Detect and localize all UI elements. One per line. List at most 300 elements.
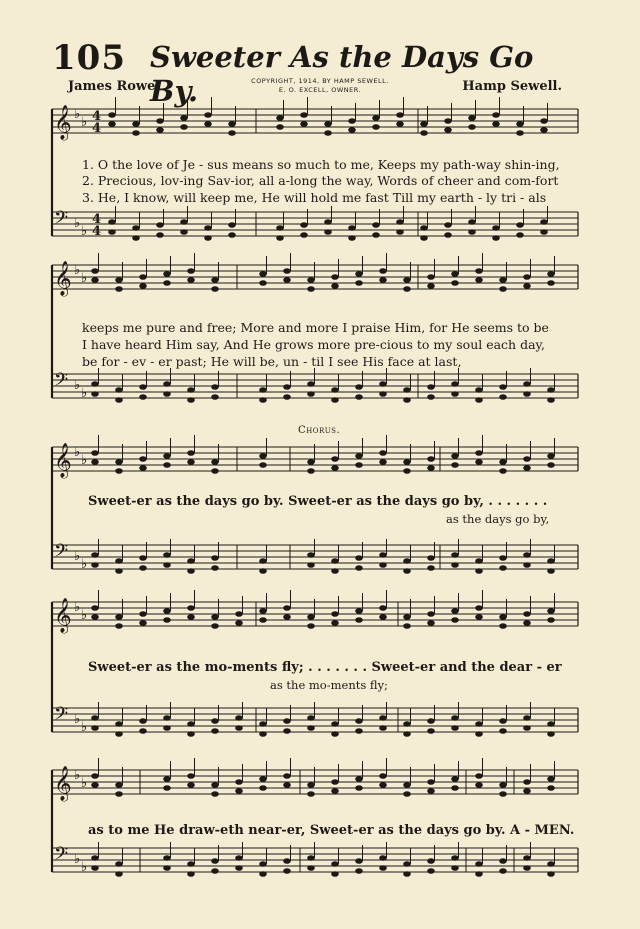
- note-head: [115, 861, 123, 867]
- note-head: [403, 558, 411, 564]
- note-head: [540, 118, 548, 124]
- note-head: [499, 384, 507, 390]
- note-head: [547, 776, 555, 782]
- note-head: [211, 555, 219, 561]
- note-head: [259, 776, 267, 782]
- note-head: [403, 721, 411, 727]
- note-head: [163, 608, 171, 614]
- note-head: [259, 785, 267, 791]
- note-head: [348, 127, 356, 133]
- time-signature: 4: [92, 212, 102, 227]
- note-head: [331, 788, 339, 794]
- note-head: [331, 721, 339, 727]
- note-head: [300, 232, 308, 238]
- note-head: [540, 219, 548, 225]
- note-head: [91, 277, 99, 283]
- note-head: [331, 871, 339, 877]
- note-head: [283, 718, 291, 724]
- note-head: [187, 721, 195, 727]
- note-head: [540, 127, 548, 133]
- note-head: [132, 225, 140, 231]
- note-head: [475, 721, 483, 727]
- note-head: [403, 614, 411, 620]
- note-head: [307, 459, 315, 465]
- note-head: [211, 277, 219, 283]
- note-head: [211, 468, 219, 474]
- note-head: [379, 277, 387, 283]
- note-head: [451, 855, 459, 861]
- note-head: [163, 785, 171, 791]
- note-head: [348, 118, 356, 124]
- note-head: [492, 235, 500, 241]
- note-head: [307, 725, 315, 731]
- note-head: [187, 782, 195, 788]
- note-head: [451, 785, 459, 791]
- note-head: [396, 219, 404, 225]
- note-head: [475, 558, 483, 564]
- note-head: [403, 782, 411, 788]
- note-head: [451, 715, 459, 721]
- note-head: [180, 229, 188, 235]
- note-head: [444, 118, 452, 124]
- note-head: [228, 232, 236, 238]
- bass-clef-icon: 𝄢: [54, 704, 69, 729]
- flat-icon: ♭: [74, 600, 81, 615]
- flat-icon: ♭: [74, 216, 81, 231]
- note-head: [211, 858, 219, 864]
- note-head: [307, 782, 315, 788]
- note-head: [396, 112, 404, 118]
- note-head: [204, 112, 212, 118]
- note-head: [427, 620, 435, 626]
- note-head: [403, 568, 411, 574]
- note-head: [307, 855, 315, 861]
- flat-icon: ♭: [74, 107, 81, 122]
- note-head: [403, 791, 411, 797]
- chorus-line-2-echo: as the mo-ments fly;: [270, 678, 388, 692]
- note-head: [324, 130, 332, 136]
- note-head: [427, 858, 435, 864]
- note-head: [475, 605, 483, 611]
- time-signature: 4: [92, 109, 102, 124]
- note-head: [379, 450, 387, 456]
- note-head: [355, 453, 363, 459]
- note-head: [523, 788, 531, 794]
- note-head: [379, 268, 387, 274]
- note-head: [163, 776, 171, 782]
- note-head: [235, 779, 243, 785]
- note-head: [307, 552, 315, 558]
- note-head: [235, 611, 243, 617]
- note-head: [475, 397, 483, 403]
- note-head: [139, 718, 147, 724]
- note-head: [132, 130, 140, 136]
- note-head: [259, 462, 267, 468]
- note-head: [91, 391, 99, 397]
- note-head: [451, 271, 459, 277]
- note-head: [259, 280, 267, 286]
- note-head: [139, 283, 147, 289]
- note-head: [444, 222, 452, 228]
- note-head: [475, 773, 483, 779]
- note-head: [427, 555, 435, 561]
- note-head: [427, 728, 435, 734]
- note-head: [444, 232, 452, 238]
- note-head: [163, 280, 171, 286]
- note-head: [283, 782, 291, 788]
- note-head: [139, 620, 147, 626]
- note-head: [379, 391, 387, 397]
- note-head: [468, 124, 476, 130]
- note-head: [516, 130, 524, 136]
- note-head: [307, 381, 315, 387]
- flat-icon: ♭: [81, 608, 88, 623]
- note-head: [307, 623, 315, 629]
- note-head: [139, 465, 147, 471]
- flat-icon: ♭: [74, 378, 81, 393]
- flat-icon: ♭: [74, 549, 81, 564]
- note-head: [372, 124, 380, 130]
- note-head: [139, 565, 147, 571]
- note-head: [163, 271, 171, 277]
- note-head: [451, 776, 459, 782]
- treble-clef-icon: 𝄞: [54, 443, 72, 478]
- note-head: [259, 721, 267, 727]
- note-head: [259, 871, 267, 877]
- copyright-owner-line: E. O. EXCELL, OWNER.: [278, 86, 362, 94]
- note-head: [355, 785, 363, 791]
- note-head: [379, 715, 387, 721]
- note-head: [468, 219, 476, 225]
- note-head: [516, 222, 524, 228]
- note-head: [324, 229, 332, 235]
- note-head: [139, 611, 147, 617]
- note-head: [187, 450, 195, 456]
- note-head: [403, 387, 411, 393]
- note-head: [187, 605, 195, 611]
- note-head: [403, 397, 411, 403]
- note-head: [451, 453, 459, 459]
- note-head: [403, 277, 411, 283]
- note-head: [331, 387, 339, 393]
- verse-3-line-2: be for - ev - er past; He will be, un - til I see His face at last,: [82, 354, 462, 369]
- note-head: [235, 865, 243, 871]
- composer: Hamp Sewell.: [462, 79, 562, 94]
- note-head: [115, 568, 123, 574]
- note-head: [283, 868, 291, 874]
- flat-icon: ♭: [81, 453, 88, 468]
- note-head: [115, 286, 123, 292]
- note-head: [403, 459, 411, 465]
- flat-icon: ♭: [81, 224, 88, 239]
- note-head: [403, 286, 411, 292]
- note-head: [547, 387, 555, 393]
- note-head: [499, 565, 507, 571]
- note-head: [348, 235, 356, 241]
- note-head: [499, 858, 507, 864]
- note-head: [523, 715, 531, 721]
- note-head: [276, 115, 284, 121]
- note-head: [475, 614, 483, 620]
- note-head: [235, 788, 243, 794]
- note-head: [91, 715, 99, 721]
- hymn-title: Sweeter As the Days Go By.: [150, 40, 534, 108]
- note-head: [403, 861, 411, 867]
- note-head: [547, 731, 555, 737]
- note-head: [372, 232, 380, 238]
- note-head: [403, 468, 411, 474]
- note-head: [211, 623, 219, 629]
- note-head: [91, 725, 99, 731]
- note-head: [91, 381, 99, 387]
- note-head: [499, 277, 507, 283]
- note-head: [451, 562, 459, 568]
- note-head: [163, 391, 171, 397]
- note-head: [379, 562, 387, 568]
- note-head: [276, 235, 284, 241]
- note-head: [547, 271, 555, 277]
- note-head: [324, 121, 332, 127]
- note-head: [379, 782, 387, 788]
- note-head: [307, 562, 315, 568]
- note-head: [379, 773, 387, 779]
- note-head: [187, 268, 195, 274]
- note-head: [204, 225, 212, 231]
- note-head: [499, 791, 507, 797]
- note-head: [403, 623, 411, 629]
- note-head: [427, 394, 435, 400]
- verse-1-line-2: keeps me pure and free; More and more I praise Him, for He seems to be: [82, 320, 549, 335]
- note-head: [307, 791, 315, 797]
- note-head: [475, 861, 483, 867]
- note-head: [523, 456, 531, 462]
- note-head: [475, 731, 483, 737]
- note-head: [259, 271, 267, 277]
- note-head: [475, 782, 483, 788]
- note-head: [115, 871, 123, 877]
- note-head: [139, 728, 147, 734]
- note-head: [396, 121, 404, 127]
- note-head: [379, 381, 387, 387]
- note-head: [427, 868, 435, 874]
- note-head: [331, 861, 339, 867]
- note-head: [355, 718, 363, 724]
- note-head: [331, 620, 339, 626]
- note-head: [91, 450, 99, 456]
- note-head: [547, 453, 555, 459]
- note-head: [379, 552, 387, 558]
- note-head: [355, 555, 363, 561]
- note-head: [547, 558, 555, 564]
- note-head: [475, 459, 483, 465]
- note-head: [187, 387, 195, 393]
- note-head: [523, 274, 531, 280]
- note-head: [499, 623, 507, 629]
- note-head: [499, 782, 507, 788]
- note-head: [379, 605, 387, 611]
- note-head: [547, 871, 555, 877]
- note-head: [283, 728, 291, 734]
- note-head: [499, 394, 507, 400]
- note-head: [259, 453, 267, 459]
- note-head: [187, 731, 195, 737]
- note-head: [91, 782, 99, 788]
- flat-icon: ♭: [81, 860, 88, 875]
- note-head: [163, 855, 171, 861]
- note-head: [379, 459, 387, 465]
- note-head: [115, 791, 123, 797]
- note-head: [108, 112, 116, 118]
- note-head: [228, 121, 236, 127]
- note-head: [228, 130, 236, 136]
- note-head: [355, 868, 363, 874]
- note-head: [547, 861, 555, 867]
- note-head: [300, 121, 308, 127]
- note-head: [427, 611, 435, 617]
- note-head: [355, 271, 363, 277]
- copyright-line: COPYRIGHT, 1914, BY HAMP SEWELL.: [251, 77, 389, 85]
- note-head: [228, 222, 236, 228]
- note-head: [523, 391, 531, 397]
- note-head: [156, 232, 164, 238]
- note-head: [523, 855, 531, 861]
- chorus-line-3: as to me He draw-eth near-er, Sweet-er as the days go by. A - MEN.: [88, 823, 575, 838]
- note-head: [211, 286, 219, 292]
- flat-icon: ♭: [81, 557, 88, 572]
- note-head: [163, 725, 171, 731]
- chorus-label: Chorus.: [298, 425, 341, 436]
- note-head: [475, 277, 483, 283]
- note-head: [331, 731, 339, 737]
- note-head: [156, 118, 164, 124]
- note-head: [499, 868, 507, 874]
- note-head: [300, 222, 308, 228]
- note-head: [139, 394, 147, 400]
- note-head: [379, 855, 387, 861]
- note-head: [379, 614, 387, 620]
- note-head: [516, 121, 524, 127]
- note-head: [91, 865, 99, 871]
- note-head: [139, 555, 147, 561]
- note-head: [163, 562, 171, 568]
- note-head: [307, 468, 315, 474]
- note-head: [355, 608, 363, 614]
- note-head: [420, 121, 428, 127]
- note-head: [451, 725, 459, 731]
- note-head: [451, 381, 459, 387]
- note-head: [523, 620, 531, 626]
- note-head: [499, 468, 507, 474]
- note-head: [211, 394, 219, 400]
- note-head: [355, 462, 363, 468]
- chorus-line-2: Sweet-er as the mo-ments fly; . . . . . . . Sweet-er and the dear - er: [88, 660, 562, 675]
- note-head: [451, 617, 459, 623]
- note-head: [427, 465, 435, 471]
- note-head: [499, 728, 507, 734]
- note-head: [187, 558, 195, 564]
- note-head: [331, 779, 339, 785]
- note-head: [547, 617, 555, 623]
- note-head: [211, 459, 219, 465]
- note-head: [211, 565, 219, 571]
- note-head: [163, 715, 171, 721]
- note-head: [396, 229, 404, 235]
- flat-icon: ♭: [81, 776, 88, 791]
- flat-icon: ♭: [81, 720, 88, 735]
- note-head: [132, 235, 140, 241]
- note-head: [163, 552, 171, 558]
- note-head: [259, 608, 267, 614]
- note-head: [324, 219, 332, 225]
- note-head: [372, 115, 380, 121]
- note-head: [348, 225, 356, 231]
- note-head: [420, 225, 428, 231]
- note-head: [355, 858, 363, 864]
- note-head: [547, 462, 555, 468]
- note-head: [516, 232, 524, 238]
- note-head: [499, 286, 507, 292]
- treble-clef-icon: 𝄞: [54, 261, 72, 296]
- note-head: [427, 384, 435, 390]
- note-head: [547, 785, 555, 791]
- note-head: [307, 614, 315, 620]
- note-head: [235, 855, 243, 861]
- note-head: [355, 565, 363, 571]
- note-head: [276, 124, 284, 130]
- note-head: [475, 450, 483, 456]
- note-head: [283, 394, 291, 400]
- note-head: [372, 222, 380, 228]
- flat-icon: ♭: [74, 263, 81, 278]
- note-head: [283, 268, 291, 274]
- note-head: [108, 219, 116, 225]
- note-head: [307, 391, 315, 397]
- note-head: [115, 397, 123, 403]
- note-head: [115, 558, 123, 564]
- flat-icon: ♭: [74, 768, 81, 783]
- note-head: [211, 791, 219, 797]
- verse-2-line-1: 2. Precious, lov-ing Sav-ior, all a-long the way, Words of cheer and com-fort: [82, 173, 559, 188]
- note-head: [307, 286, 315, 292]
- note-head: [259, 568, 267, 574]
- note-head: [379, 865, 387, 871]
- note-head: [163, 381, 171, 387]
- flat-icon: ♭: [74, 712, 81, 727]
- note-head: [492, 121, 500, 127]
- note-head: [115, 468, 123, 474]
- note-head: [91, 459, 99, 465]
- note-head: [187, 568, 195, 574]
- note-head: [211, 718, 219, 724]
- note-head: [547, 280, 555, 286]
- note-head: [499, 555, 507, 561]
- note-head: [163, 865, 171, 871]
- note-head: [331, 611, 339, 617]
- note-head: [211, 782, 219, 788]
- note-head: [187, 614, 195, 620]
- treble-clef-icon: 𝄞: [54, 105, 72, 140]
- note-head: [300, 112, 308, 118]
- note-head: [331, 456, 339, 462]
- note-head: [91, 552, 99, 558]
- note-head: [204, 121, 212, 127]
- note-head: [331, 558, 339, 564]
- treble-clef-icon: 𝄞: [54, 598, 72, 633]
- flat-icon: ♭: [81, 115, 88, 130]
- note-head: [115, 731, 123, 737]
- note-head: [331, 274, 339, 280]
- note-head: [475, 568, 483, 574]
